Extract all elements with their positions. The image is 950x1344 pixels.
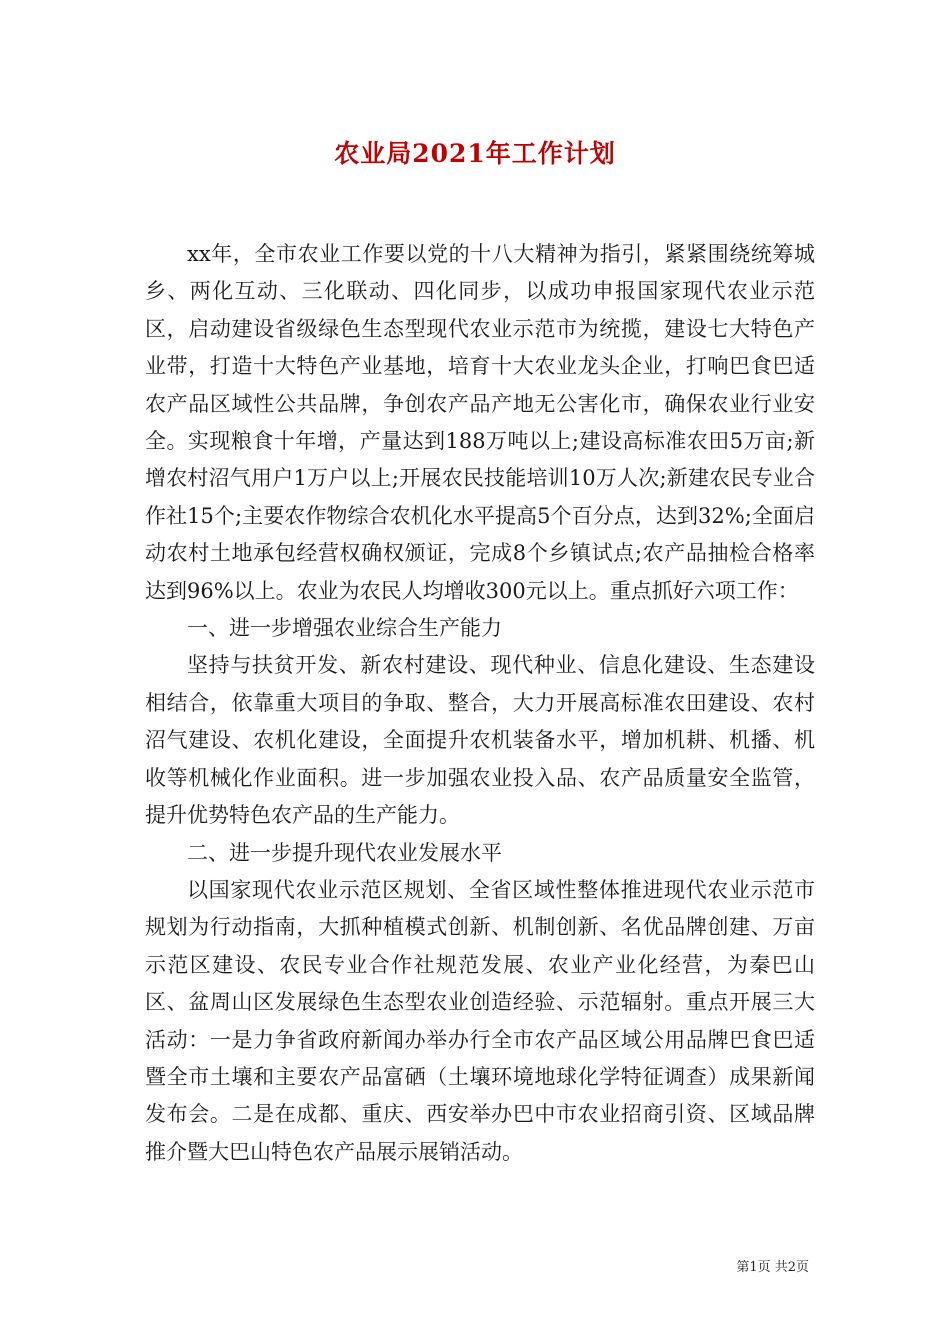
paragraph-section-2: 以国家现代农业示范区规划、全省区域性整体推进现代农业示范市规划为行动指南，大抓种植模式创新、机制创新、名优品牌创建、万亩示范区建设、农民专业合作社规范发展、农业产业化经营，为秦巴山区、盆周山区发展绿色生态型农业创造经验、示范辐射。重点开展三大活动：一是力争省政府新闻办举办行全市农产品区域公用品牌巴食巴适暨全市土壤和主要农产品富硒（土壤环境地球化学特征调查）成果新闻发布会。二是在成都、重庆、西安举办巴中市农业招商引资、区域品牌推介暨大巴山特色农产品展示展销活动。 [145, 877, 815, 1164]
document-title: 农业局2021年工作计划 [334, 139, 616, 168]
paragraph-intro: xx年，全市农业工作要以党的十八大精神为指引，紧紧围绕统筹城乡、两化互动、三化联动、四化同步，以成功申报国家现代农业示范区，启动建设省级绿色生态型现代农业示范市为统揽，建设七大特色产业带，打造十大特色产业基地，培育十大农业龙头企业，打响巴食巴适农产品区域性公共品牌，争创农产品产地无公害化市，确保农业行业安全。实现粮食十年增，产量达到188万吨以上;建设高标准农田5万亩;新增农村沼气用户1万户以上;开展农民技能培训10万人次;新建农民专业合作社15个;主要农作物综合农机化水平提高5个百分点，达到32%;全面启动农村土地承包经营权确权颁证，完成8个乡镇试点;农产品抽检合格率达到96%以上。农业为农民人均增收300元以上。重点抓好六项工作： [145, 242, 815, 603]
page-number: 第1页 共2页 [736, 1260, 809, 1275]
section-heading-2: 二、进一步提升现代农业发展水平 [187, 840, 502, 865]
document-body [145, 236, 815, 1171]
paragraph-section-1: 坚持与扶贫开发、新农村建设、现代种业、信息化建设、生态建设相结合，依靠重大项目的争取、整合，大力开展高标准农田建设、农村沼气建设、农机化建设，全面提升农机装备水平，增加机耕、机播、机收等机械化作业面积。进一步加强农业投入品、农产品质量安全监管，提升优势特色农产品的生产能力。 [145, 653, 815, 828]
section-heading-1: 一、进一步增强农业综合生产能力 [187, 616, 502, 641]
